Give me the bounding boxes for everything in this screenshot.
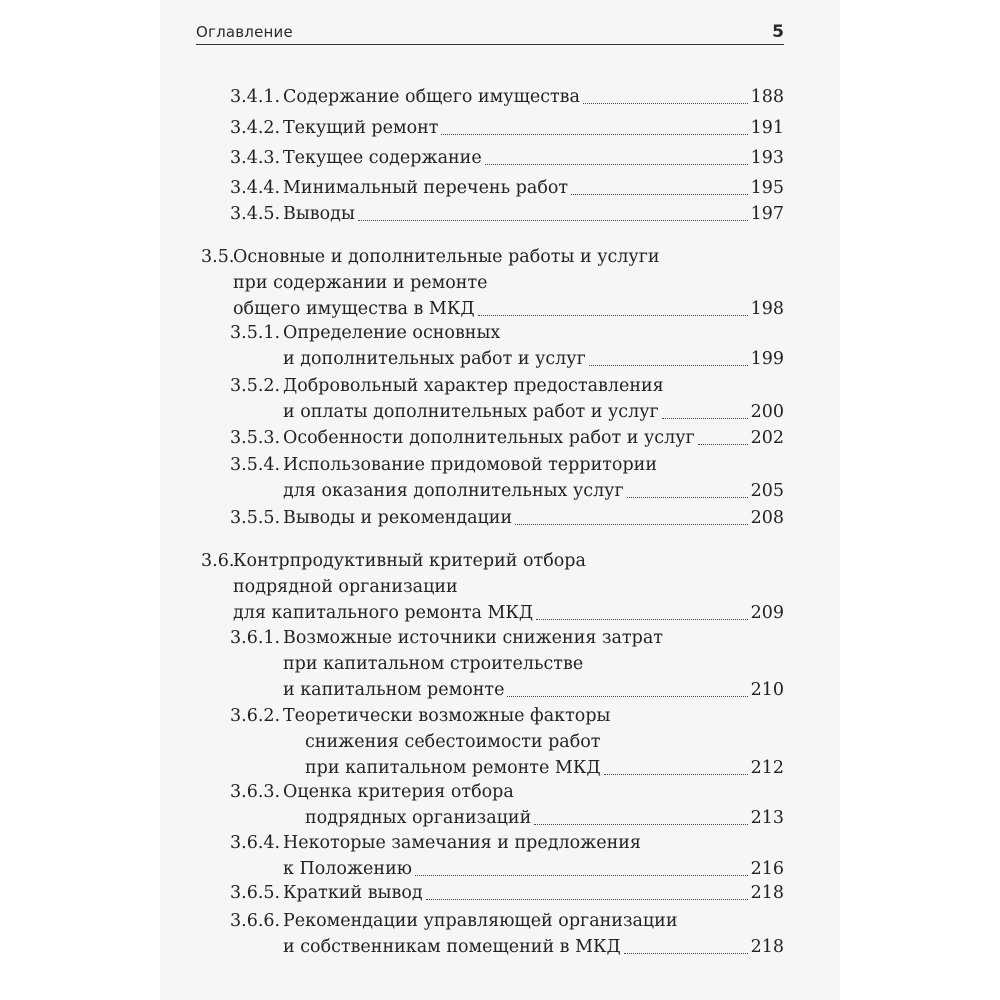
toc-entry-page-number: 209 bbox=[750, 603, 784, 623]
toc-entry-title-line: при капитальном строительстве bbox=[283, 654, 584, 674]
toc-entry[interactable] bbox=[230, 779, 784, 831]
toc-entry-title-line: Контрпродуктивный критерий отбора bbox=[233, 551, 586, 571]
dot-leader bbox=[589, 365, 748, 366]
dot-leader bbox=[536, 619, 747, 620]
toc-entry-number: 3.5.5. bbox=[230, 508, 281, 528]
toc-entry-title-line: Особенности дополнительных работ и услуг bbox=[283, 428, 695, 448]
toc-entry-title-line: Краткий вывод bbox=[283, 883, 423, 903]
toc-entry[interactable] bbox=[230, 908, 784, 960]
toc-entry-title-line: Содержание общего имущества bbox=[283, 87, 580, 107]
toc-entry-number: 3.4.5. bbox=[230, 204, 281, 224]
toc-entry-page-number: 212 bbox=[750, 758, 784, 778]
toc-entry-last-row bbox=[233, 296, 784, 322]
toc-entry-last-row bbox=[283, 115, 784, 141]
toc-entry[interactable] bbox=[201, 548, 784, 626]
toc-entry-title-line: Возможные источники снижения затрат bbox=[283, 628, 663, 648]
toc-entry[interactable] bbox=[230, 175, 784, 201]
dot-leader bbox=[534, 824, 747, 825]
toc-entry-page-number: 198 bbox=[750, 299, 784, 319]
toc-entry-page-number: 218 bbox=[750, 937, 784, 957]
toc-entry-page-number: 202 bbox=[750, 428, 784, 448]
header-page-number: 5 bbox=[772, 22, 784, 42]
toc-entry-title-line: и капитальном ремонте bbox=[283, 680, 505, 700]
toc-entry-number: 3.4.2. bbox=[230, 118, 281, 138]
toc-entry-page-number: 199 bbox=[750, 349, 784, 369]
toc-entry-number: 3.4.4. bbox=[230, 178, 281, 198]
toc-entry-title-line: Добровольный характер предоставления bbox=[283, 376, 664, 396]
toc-entry-number: 3.6.4. bbox=[230, 833, 281, 853]
toc-entry[interactable] bbox=[230, 880, 784, 906]
toc-entry-last-row bbox=[283, 84, 784, 110]
toc-entry-number: 3.5.4. bbox=[230, 455, 281, 475]
toc-entry-page-number: 216 bbox=[750, 859, 784, 879]
toc-entry[interactable] bbox=[230, 84, 784, 110]
toc-entry-number: 3.5.2. bbox=[230, 376, 281, 396]
toc-entry-title-line: Выводы и рекомендации bbox=[283, 508, 513, 528]
toc-entry[interactable] bbox=[201, 244, 784, 322]
toc-entry-title-line: Теоретически возможные факторы bbox=[283, 706, 611, 726]
toc-entry-page-number: 218 bbox=[750, 883, 784, 903]
dot-leader bbox=[507, 696, 747, 697]
toc-entry[interactable] bbox=[230, 201, 784, 227]
toc-entry[interactable] bbox=[230, 373, 784, 425]
toc-entry-number: 3.5. bbox=[201, 247, 235, 267]
toc-entry-last-row bbox=[283, 145, 784, 171]
toc-entry[interactable] bbox=[230, 425, 784, 451]
toc-entry-page-number: 205 bbox=[750, 481, 784, 501]
toc-entry-last-row bbox=[233, 600, 784, 626]
toc-entry[interactable] bbox=[230, 145, 784, 171]
toc-entry-last-row bbox=[305, 755, 784, 781]
toc-entry-last-row bbox=[283, 399, 784, 425]
dot-leader bbox=[415, 875, 748, 876]
toc-entry-last-row bbox=[305, 805, 784, 831]
toc-entry-title-line: снижения себестоимости работ bbox=[305, 732, 601, 752]
toc-entry-last-row bbox=[283, 880, 784, 906]
toc-entry-title-line: к Положению bbox=[283, 859, 412, 879]
toc-entry-number: 3.6.5. bbox=[230, 883, 281, 903]
toc-entry-page-number: 195 bbox=[750, 178, 784, 198]
toc-entry-number: 3.5.1. bbox=[230, 323, 281, 343]
header-title: Оглавление bbox=[196, 23, 293, 41]
dot-leader bbox=[624, 953, 748, 954]
toc-entry-number: 3.6.1. bbox=[230, 628, 281, 648]
toc-entry-number: 3.6.3. bbox=[230, 782, 281, 802]
dot-leader bbox=[478, 315, 748, 316]
toc-entry-title-line: при содержании и ремонте bbox=[233, 273, 488, 293]
toc-entry-page-number: 208 bbox=[750, 508, 784, 528]
toc-entry-page-number: 200 bbox=[750, 402, 784, 422]
toc-entry-last-row bbox=[283, 425, 784, 451]
toc-entry-page-number: 191 bbox=[750, 118, 784, 138]
dot-leader bbox=[515, 524, 747, 525]
toc-entry-page-number: 188 bbox=[750, 87, 784, 107]
toc-entry-last-row bbox=[283, 175, 784, 201]
toc-entry-number: 3.6.6. bbox=[230, 911, 281, 931]
toc-entry-title-line: Рекомендации управляющей организации bbox=[283, 911, 678, 931]
toc-entry-title-line: при капитальном ремонте МКД bbox=[305, 758, 601, 778]
toc-entry-title-line: подрядных организаций bbox=[305, 808, 532, 828]
dot-leader bbox=[662, 418, 748, 419]
toc-entry-title-line: общего имущества в МКД bbox=[233, 299, 475, 319]
toc-entry-page-number: 213 bbox=[750, 808, 784, 828]
dot-leader bbox=[698, 444, 748, 445]
toc-entry-title-line: для оказания дополнительных услуг bbox=[283, 481, 624, 501]
toc-entry-number: 3.4.3. bbox=[230, 148, 281, 168]
dot-leader bbox=[604, 774, 748, 775]
toc-entry-last-row bbox=[283, 478, 784, 504]
toc-entry-number: 3.5.3. bbox=[230, 428, 281, 448]
toc-entry-title-line: Оценка критерия отбора bbox=[283, 782, 514, 802]
toc-entry-last-row bbox=[283, 856, 784, 882]
toc-entry-page-number: 193 bbox=[750, 148, 784, 168]
toc-entry-last-row bbox=[283, 201, 784, 227]
toc-entry-number: 3.6.2. bbox=[230, 706, 281, 726]
toc-entry-title-line: Основные и дополнительные работы и услуги bbox=[233, 247, 660, 267]
toc-entry-title-line: Текущее содержание bbox=[283, 148, 482, 168]
dot-leader bbox=[583, 103, 748, 104]
toc-entry-title-line: и собственникам помещений в МКД bbox=[283, 937, 621, 957]
toc-entry-title-line: для капитального ремонта МКД bbox=[233, 603, 534, 623]
dot-leader bbox=[441, 134, 747, 135]
toc-entry-page-number: 197 bbox=[750, 204, 784, 224]
toc-entry-title-line: подрядной организации bbox=[233, 577, 458, 597]
toc-entry-title-line: Минимальный перечень работ bbox=[283, 178, 569, 198]
toc-entry-title-line: Текущий ремонт bbox=[283, 118, 439, 138]
toc-entry[interactable] bbox=[230, 625, 784, 703]
dot-leader bbox=[571, 194, 748, 195]
toc-entry[interactable] bbox=[230, 830, 784, 882]
toc-entry-page-number: 210 bbox=[750, 680, 784, 700]
dot-leader bbox=[485, 164, 748, 165]
toc-entry-last-row bbox=[283, 505, 784, 531]
toc-entry-last-row bbox=[283, 346, 784, 372]
toc-entry-number: 3.4.1. bbox=[230, 87, 281, 107]
toc-entry-last-row bbox=[283, 677, 784, 703]
toc-entry-title-line: Определение основных bbox=[283, 323, 501, 343]
toc-entry-title-line: и дополнительных работ и услуг bbox=[283, 349, 586, 369]
dot-leader bbox=[426, 899, 748, 900]
toc-entry[interactable] bbox=[230, 505, 784, 531]
toc-entry-last-row bbox=[283, 934, 784, 960]
toc-entry[interactable] bbox=[230, 115, 784, 141]
toc-entry-title-line: Некоторые замечания и предложения bbox=[283, 833, 641, 853]
dot-leader bbox=[358, 220, 748, 221]
dot-leader bbox=[627, 497, 748, 498]
toc-entry[interactable] bbox=[230, 320, 784, 372]
toc-entry-title-line: и оплаты дополнительных работ и услуг bbox=[283, 402, 659, 422]
toc-entry-number: 3.6. bbox=[201, 551, 235, 571]
toc-entry-title-line: Использование придомовой территории bbox=[283, 455, 657, 475]
toc-entry[interactable] bbox=[230, 452, 784, 504]
toc-entry[interactable] bbox=[230, 703, 784, 781]
toc-entry-title-line: Выводы bbox=[283, 204, 355, 224]
